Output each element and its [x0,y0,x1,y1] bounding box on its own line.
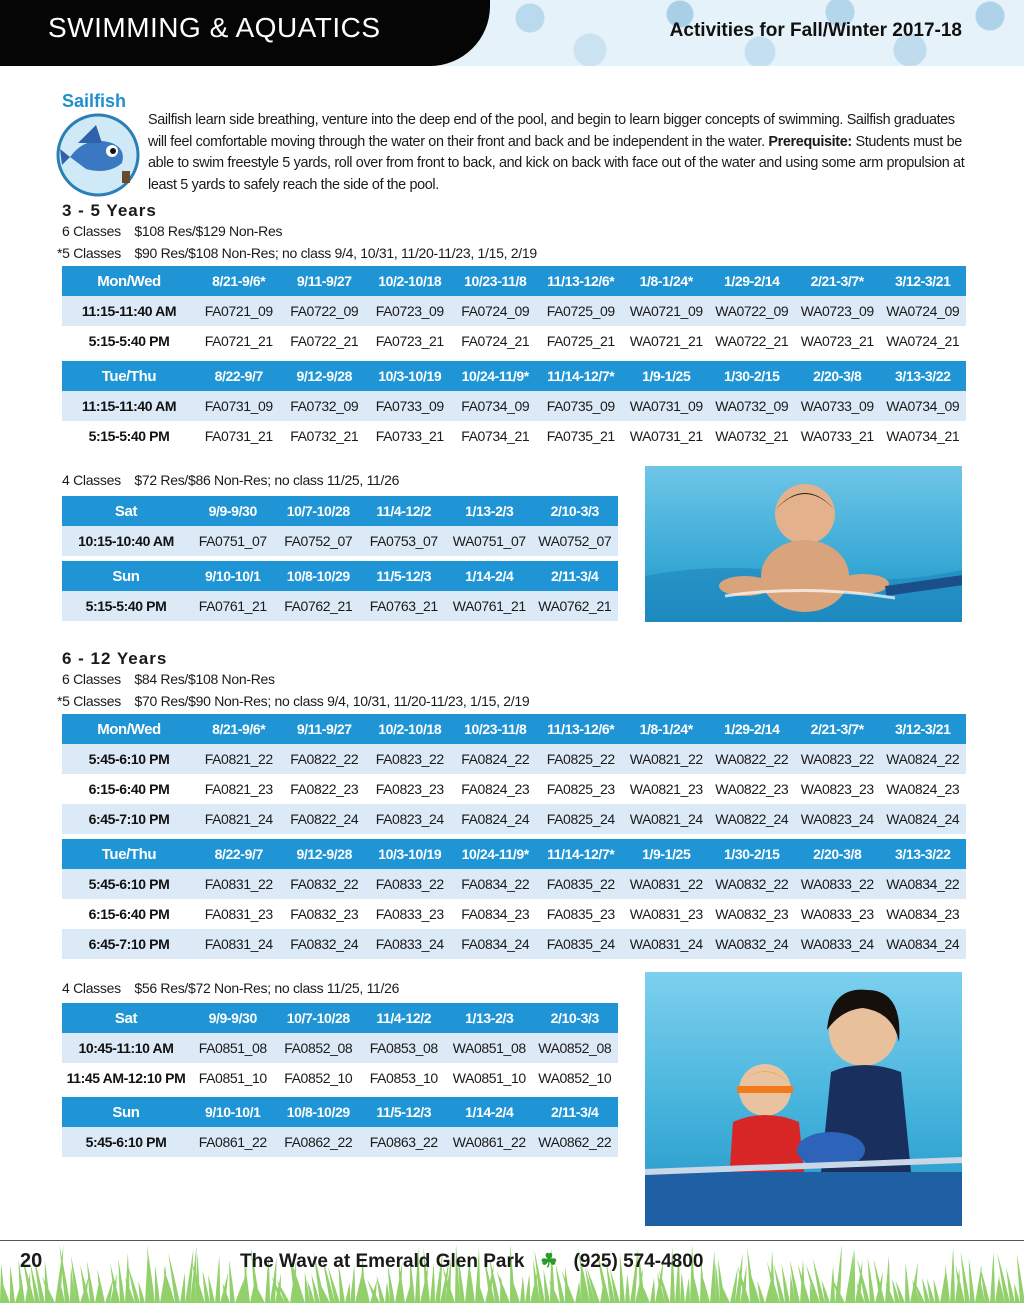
course-code-cell: WA0833_23 [795,899,881,929]
course-code-cell: FA0825_24 [538,804,624,834]
course-code-cell: WA0822_23 [709,774,795,804]
date-range-header: 2/20-3/8 [795,839,881,869]
table-row [62,869,966,899]
price-value: $84 Res/$108 Non-Res [134,671,275,687]
course-code-cell: FA0825_23 [538,774,624,804]
course-code-cell: FA0852_10 [276,1063,362,1093]
course-code-cell: WA0832_23 [709,899,795,929]
sailfish-mascot-icon [56,113,140,197]
course-code-cell: FA0851_10 [190,1063,276,1093]
date-range-header: 8/22-9/7 [196,839,282,869]
course-code-cell: FA0835_22 [538,869,624,899]
price-line [62,472,399,488]
course-code-cell: FA0823_24 [367,804,453,834]
schedule-grid [62,496,618,556]
price-line [57,693,529,709]
child-swimming-photo [645,466,962,622]
date-range-header: 2/21-3/7* [795,266,881,296]
course-code-cell: WA0751_07 [447,526,533,556]
course-code-cell: FA0833_22 [367,869,453,899]
course-code-cell: WA0831_22 [624,869,710,899]
course-code-cell: WA0833_24 [795,929,881,959]
course-code-cell: FA0821_23 [196,774,282,804]
course-code-cell: WA0862_22 [532,1127,618,1157]
page-number: 20 [20,1250,43,1272]
date-range-header: 11/14-12/7* [538,361,624,391]
course-code-cell: FA0835_23 [538,899,624,929]
course-code-cell: FA0824_24 [453,804,539,834]
course-code-cell: FA0852_08 [276,1033,362,1063]
course-code-cell: FA0853_08 [361,1033,447,1063]
date-range-header: 9/9-9/30 [190,496,276,526]
course-code-cell: FA0863_22 [361,1127,447,1157]
footer-info [240,1250,703,1273]
day-header: Tue/Thu [62,839,196,869]
date-range-header: 2/10-3/3 [532,496,618,526]
date-range-header: 2/11-3/4 [532,561,618,591]
course-code-cell: WA0823_22 [795,744,881,774]
instructor-child-photo [645,972,962,1226]
age-heading: 6 - 12 Years [62,649,168,668]
table-row [62,804,966,834]
date-range-header: 3/13-3/22 [880,839,966,869]
day-header: Sat [62,1003,190,1033]
course-code-cell: WA0832_22 [709,869,795,899]
course-code-cell: WA0721_09 [624,296,710,326]
time-cell: 5:15-5:40 PM [62,326,196,356]
prerequisite-label: Prerequisite: [768,133,852,150]
course-code-cell: FA0833_24 [367,929,453,959]
date-range-header: 1/9-1/25 [624,361,710,391]
date-range-header: 11/13-12/6* [538,714,624,744]
course-code-cell: WA0851_08 [447,1033,533,1063]
course-code-cell: FA0824_23 [453,774,539,804]
date-range-header: 11/14-12/7* [538,839,624,869]
date-range-header: 2/21-3/7* [795,714,881,744]
course-code-cell: FA0731_09 [196,391,282,421]
time-cell: 11:15-11:40 AM [62,296,196,326]
table-row [62,744,966,774]
price-value: $56 Res/$72 Non-Res; no class 11/25, 11/26 [134,980,400,996]
time-cell: 10:45-11:10 AM [62,1033,190,1063]
course-code-cell: WA0731_21 [624,421,710,451]
table-header-row [62,839,966,869]
course-code-cell: FA0734_09 [453,391,539,421]
time-cell: 10:15-10:40 AM [62,526,190,556]
course-code-cell: FA0752_07 [276,526,362,556]
date-range-header: 1/13-2/3 [447,1003,533,1033]
description-text: Sailfish learn side breathing, venture into the deep end of the pool, and begin to learn bigger concepts of swimming. Sailfish graduates will feel comfortable moving through the water on their front and back and be independent in the water. [148,112,955,150]
time-cell: 5:45-6:10 PM [62,1127,190,1157]
course-code-cell: FA0735_09 [538,391,624,421]
date-range-header: 10/24-11/9* [453,839,539,869]
course-code-cell: WA0732_09 [709,391,795,421]
course-code-cell: FA0733_21 [367,421,453,451]
schedule-grid [62,561,618,621]
price-value: $70 Res/$90 Non-Res; no class 9/4, 10/31, 11/20-11/23, 1/15, 2/19 [134,693,530,709]
price-value: $72 Res/$86 Non-Res; no class 11/25, 11/26 [134,472,400,488]
course-code-cell: WA0833_22 [795,869,881,899]
course-code-cell: WA0721_21 [624,326,710,356]
course-code-cell: FA0724_09 [453,296,539,326]
time-cell: 5:15-5:40 PM [62,421,196,451]
time-cell: 6:15-6:40 PM [62,774,196,804]
season-label: Activities for Fall/Winter 2017-18 [669,20,962,41]
price-value: $108 Res/$129 Non-Res [134,223,283,239]
course-description [148,110,968,196]
table-row [62,929,966,959]
date-range-header: 1/29-2/14 [709,714,795,744]
date-range-header: 2/10-3/3 [532,1003,618,1033]
price-value: $90 Res/$108 Non-Res; no class 9/4, 10/31, 11/20-11/23, 1/15, 2/19 [134,245,537,261]
date-range-header: 3/12-3/21 [880,266,966,296]
prerequisite-text: Students must be able to swim freestyle 5 yards, roll over from front to back, and kick on back with face out of the water and using some arm propulsion at least 5 yards to safely reach the side of the pool. [148,133,965,193]
course-code-cell: FA0821_22 [196,744,282,774]
date-range-header: 10/3-10/19 [367,839,453,869]
course-title: Sailfish [62,91,127,111]
time-cell: 6:15-6:40 PM [62,899,196,929]
date-range-header: 11/4-12/2 [361,1003,447,1033]
course-code-cell: FA0723_09 [367,296,453,326]
course-code-cell: WA0823_23 [795,774,881,804]
table-header-row [62,1097,618,1127]
schedule-grid [62,1097,618,1157]
date-range-header: 10/2-10/18 [367,266,453,296]
course-code-cell: WA0834_23 [880,899,966,929]
price-line [62,223,282,239]
date-range-header: 10/3-10/19 [367,361,453,391]
date-range-header: 1/13-2/3 [447,496,533,526]
date-range-header: 1/8-1/24* [624,266,710,296]
date-range-header: 1/9-1/25 [624,839,710,869]
day-header: Sat [62,496,190,526]
schedule-grid [62,714,966,834]
date-range-header: 10/8-10/29 [276,1097,362,1127]
time-cell: 5:45-6:10 PM [62,744,196,774]
phone-number: (925) 574-4800 [573,1251,704,1272]
course-code-cell: FA0763_21 [361,591,447,621]
course-code-cell: WA0723_21 [795,326,881,356]
date-range-header: 11/13-12/6* [538,266,624,296]
course-code-cell: FA0834_22 [453,869,539,899]
course-code-cell: WA0752_07 [532,526,618,556]
course-code-cell: FA0823_23 [367,774,453,804]
date-range-header: 11/4-12/2 [361,496,447,526]
table-header-row [62,714,966,744]
date-range-header: 1/30-2/15 [709,361,795,391]
course-code-cell: FA0834_24 [453,929,539,959]
course-code-cell: WA0821_24 [624,804,710,834]
course-code-cell: FA0832_22 [282,869,368,899]
age-heading: 3 - 5 Years [62,201,157,220]
course-code-cell: FA0834_23 [453,899,539,929]
course-code-cell: WA0822_22 [709,744,795,774]
course-code-cell: FA0862_22 [276,1127,362,1157]
course-code-cell: WA0832_24 [709,929,795,959]
course-code-cell: WA0723_09 [795,296,881,326]
course-code-cell: WA0731_09 [624,391,710,421]
course-code-cell: FA0734_21 [453,421,539,451]
course-code-cell: WA0722_09 [709,296,795,326]
table-row [62,296,966,326]
price-label: 4 Classes [62,980,121,996]
course-code-cell: FA0822_23 [282,774,368,804]
date-range-header: 11/5-12/3 [361,1097,447,1127]
table-header-row [62,266,966,296]
date-range-header: 11/5-12/3 [361,561,447,591]
course-code-cell: FA0725_09 [538,296,624,326]
date-range-header: 10/2-10/18 [367,714,453,744]
course-code-cell: FA0822_24 [282,804,368,834]
course-code-cell: WA0852_10 [532,1063,618,1093]
date-range-header: 1/29-2/14 [709,266,795,296]
date-range-header: 1/8-1/24* [624,714,710,744]
date-range-header: 3/12-3/21 [880,714,966,744]
table-row [62,1127,618,1157]
course-code-cell: FA0731_21 [196,421,282,451]
time-cell: 6:45-7:10 PM [62,804,196,834]
course-code-cell: FA0853_10 [361,1063,447,1093]
course-code-cell: FA0725_21 [538,326,624,356]
date-range-header: 10/24-11/9* [453,361,539,391]
price-label: 4 Classes [62,472,121,488]
date-range-header: 9/10-10/1 [190,561,276,591]
schedule-grid [62,1003,618,1093]
table-row [62,526,618,556]
price-label: 6 Classes [62,671,121,687]
date-range-header: 9/9-9/30 [190,1003,276,1033]
table-row [62,1063,618,1093]
date-range-header: 1/30-2/15 [709,839,795,869]
schedule-grid [62,361,966,451]
course-code-cell: WA0824_22 [880,744,966,774]
course-code-cell: WA0732_21 [709,421,795,451]
course-code-cell: FA0832_24 [282,929,368,959]
time-cell: 11:15-11:40 AM [62,391,196,421]
course-code-cell: FA0823_22 [367,744,453,774]
date-range-header: 9/12-9/28 [282,839,368,869]
course-code-cell: FA0735_21 [538,421,624,451]
course-code-cell: WA0724_09 [880,296,966,326]
footer-divider [0,1240,1024,1241]
time-cell: 5:15-5:40 PM [62,591,190,621]
section-title: SWIMMING & AQUATICS [48,12,381,43]
schedule-grid [62,266,966,356]
date-range-header: 8/21-9/6* [196,714,282,744]
date-range-header: 3/13-3/22 [880,361,966,391]
date-range-header: 2/20-3/8 [795,361,881,391]
table-header-row [62,361,966,391]
date-range-header: 8/21-9/6* [196,266,282,296]
course-code-cell: FA0732_21 [282,421,368,451]
table-row [62,1033,618,1063]
course-code-cell: FA0751_07 [190,526,276,556]
course-code-cell: WA0724_21 [880,326,966,356]
course-code-cell: FA0861_22 [190,1127,276,1157]
day-header: Mon/Wed [62,714,196,744]
course-code-cell: WA0823_24 [795,804,881,834]
course-code-cell: WA0831_23 [624,899,710,929]
course-code-cell: FA0825_22 [538,744,624,774]
course-code-cell: WA0834_24 [880,929,966,959]
price-line [62,671,275,687]
course-code-cell: FA0722_09 [282,296,368,326]
date-range-header: 10/7-10/28 [276,1003,362,1033]
shamrock-icon: ☘ [540,1251,558,1272]
course-code-cell: FA0761_21 [190,591,276,621]
table-header-row [62,1003,618,1033]
venue-name: The Wave at Emerald Glen Park [240,1251,525,1272]
course-code-cell: WA0851_10 [447,1063,533,1093]
course-code-cell: FA0762_21 [276,591,362,621]
course-code-cell: FA0733_09 [367,391,453,421]
course-code-cell: FA0753_07 [361,526,447,556]
date-range-header: 8/22-9/7 [196,361,282,391]
day-header: Tue/Thu [62,361,196,391]
course-code-cell: WA0824_23 [880,774,966,804]
table-header-row [62,561,618,591]
price-line [62,980,399,996]
date-range-header: 1/14-2/4 [447,561,533,591]
course-code-cell: WA0834_22 [880,869,966,899]
course-code-cell: FA0821_24 [196,804,282,834]
course-code-cell: FA0831_23 [196,899,282,929]
course-code-cell: WA0822_24 [709,804,795,834]
course-code-cell: FA0831_24 [196,929,282,959]
price-label: *5 Classes [57,245,121,261]
course-code-cell: WA0761_21 [447,591,533,621]
course-code-cell: WA0762_21 [532,591,618,621]
date-range-header: 10/7-10/28 [276,496,362,526]
course-code-cell: FA0724_21 [453,326,539,356]
date-range-header: 10/23-11/8 [453,714,539,744]
course-code-cell: WA0734_21 [880,421,966,451]
course-code-cell: FA0822_22 [282,744,368,774]
course-code-cell: FA0732_09 [282,391,368,421]
time-cell: 11:45 AM-12:10 PM [62,1063,190,1093]
course-code-cell: WA0852_08 [532,1033,618,1063]
date-range-header: 10/8-10/29 [276,561,362,591]
table-row [62,591,618,621]
course-code-cell: FA0835_24 [538,929,624,959]
course-code-cell: WA0722_21 [709,326,795,356]
day-header: Mon/Wed [62,266,196,296]
date-range-header: 9/11-9/27 [282,266,368,296]
table-row [62,774,966,804]
date-range-header: 9/12-9/28 [282,361,368,391]
course-code-cell: FA0722_21 [282,326,368,356]
schedule-grid [62,839,966,959]
course-code-cell: FA0831_22 [196,869,282,899]
course-code-cell: FA0832_23 [282,899,368,929]
day-header: Sun [62,1097,190,1127]
course-code-cell: FA0824_22 [453,744,539,774]
time-cell: 6:45-7:10 PM [62,929,196,959]
time-cell: 5:45-6:10 PM [62,869,196,899]
price-line [57,245,537,261]
table-header-row [62,496,618,526]
date-range-header: 9/11-9/27 [282,714,368,744]
date-range-header: 10/23-11/8 [453,266,539,296]
course-code-cell: WA0821_23 [624,774,710,804]
date-range-header: 2/11-3/4 [532,1097,618,1127]
table-row [62,899,966,929]
course-code-cell: WA0861_22 [447,1127,533,1157]
course-code-cell: FA0851_08 [190,1033,276,1063]
price-label: *5 Classes [57,693,121,709]
table-row [62,421,966,451]
date-range-header: 1/14-2/4 [447,1097,533,1127]
course-code-cell: FA0721_21 [196,326,282,356]
price-label: 6 Classes [62,223,121,239]
course-code-cell: WA0831_24 [624,929,710,959]
course-code-cell: WA0734_09 [880,391,966,421]
course-code-cell: FA0723_21 [367,326,453,356]
table-row [62,391,966,421]
course-code-cell: WA0821_22 [624,744,710,774]
course-code-cell: FA0721_09 [196,296,282,326]
table-row [62,326,966,356]
course-code-cell: WA0733_09 [795,391,881,421]
course-code-cell: FA0833_23 [367,899,453,929]
course-code-cell: WA0824_24 [880,804,966,834]
day-header: Sun [62,561,190,591]
course-code-cell: WA0733_21 [795,421,881,451]
date-range-header: 9/10-10/1 [190,1097,276,1127]
